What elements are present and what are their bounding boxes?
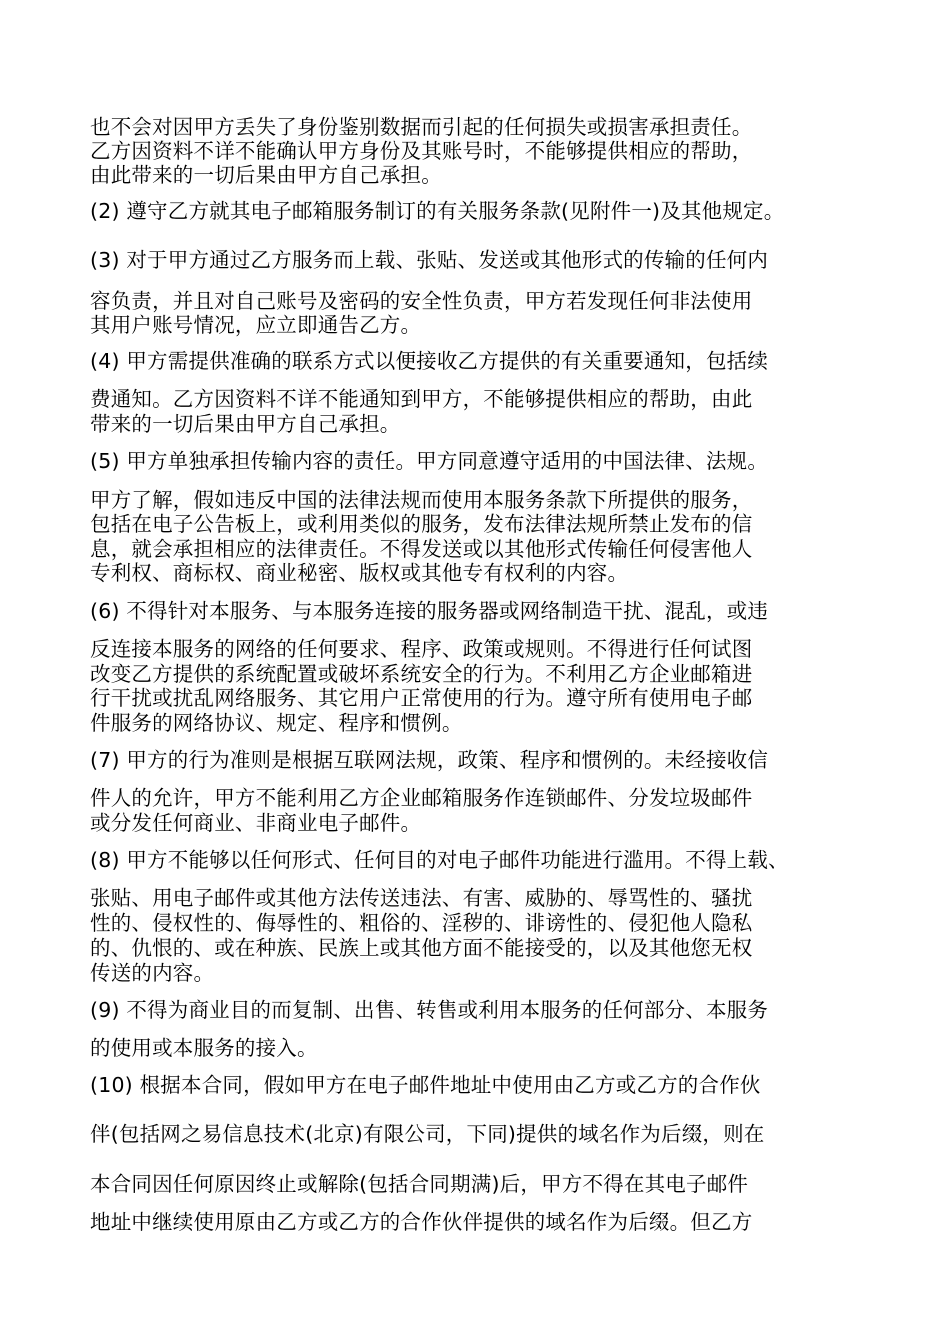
text-line: 息，就会承担相应的法律责任。不得发送或以其他形式传输任何侵害他人: [90, 537, 753, 561]
text-line: (3) 对于甲方通过乙方服务而上载、张贴、发送或其他形式的传输的任何内: [90, 248, 769, 272]
text-line: 也不会对因甲方丢失了身份鉴别数据而引起的任何损失或损害承担责任。: [90, 115, 753, 139]
text-line: 甲方了解，假如违反中国的法律法规而使用本服务条款下所提供的服务，: [90, 488, 753, 512]
text-line: 由此带来的一切后果由甲方自己承担。: [90, 163, 442, 187]
text-line: 其用户账号情况，应立即通告乙方。: [90, 313, 422, 337]
text-line: 地址中继续使用原由乙方或乙方的合作伙伴提供的域名作为后缀。但乙方: [90, 1210, 753, 1234]
text-line: 的使用或本服务的接入。: [90, 1036, 318, 1060]
text-line: (7) 甲方的行为准则是根据互联网法规，政策、程序和惯例的。未经接收信: [90, 748, 769, 772]
text-line: (10) 根据本合同，假如甲方在电子邮件地址中使用由乙方或乙方的合作伙: [90, 1073, 761, 1097]
text-line: 包括在电子公告板上，或利用类似的服务，发布法律法规所禁止发布的信: [90, 512, 753, 536]
text-line: 的、仇恨的、或在种族、民族上或其他方面不能接受的，以及其他您无权: [90, 936, 753, 960]
text-line: 件人的允许，甲方不能利用乙方企业邮箱服务作连锁邮件、分发垃圾邮件: [90, 786, 753, 810]
text-line: (2) 遵守乙方就其电子邮箱服务制订的有关服务条款(见附件一)及其他规定。: [90, 199, 785, 223]
text-line: (6) 不得针对本服务、与本服务连接的服务器或网络制造干扰、混乱，或违: [90, 599, 769, 623]
text-line: 本合同因任何原因终止或解除(包括合同期满)后，甲方不得在其电子邮件: [90, 1172, 749, 1196]
text-line: 张贴、用电子邮件或其他方法传送违法、有害、威胁的、辱骂性的、骚扰: [90, 886, 753, 910]
text-line: 专利权、商标权、商业秘密、版权或其他专有权利的内容。: [90, 561, 629, 585]
text-line: (5) 甲方单独承担传输内容的责任。甲方同意遵守适用的中国法律、法规。: [90, 449, 769, 473]
text-line: (4) 甲方需提供准确的联系方式以便接收乙方提供的有关重要通知，包括续: [90, 349, 769, 373]
text-line: (9) 不得为商业目的而复制、出售、转售或利用本服务的任何部分、本服务: [90, 998, 769, 1022]
text-line: 传送的内容。: [90, 961, 215, 985]
text-line: (8) 甲方不能够以任何形式、任何目的对电子邮件功能进行滥用。不得上载、: [90, 848, 789, 872]
text-line: 改变乙方提供的系统配置或破坏系统安全的行为。不利用乙方企业邮箱进: [90, 662, 753, 686]
text-line: 行干扰或扰乱网络服务、其它用户正常使用的行为。遵守所有使用电子邮: [90, 686, 753, 710]
text-line: 容负责，并且对自己账号及密码的安全性负责，甲方若发现任何非法使用: [90, 289, 753, 313]
text-line: 性的、侵权性的、侮辱性的、粗俗的、淫秽的、诽谤性的、侵犯他人隐私: [90, 911, 753, 935]
text-line: 或分发任何商业、非商业电子邮件。: [90, 811, 422, 835]
text-line: 件服务的网络协议、规定、程序和惯例。: [90, 711, 463, 735]
text-line: 伴(包括网之易信息技术(北京)有限公司，下同)提供的域名作为后缀，则在: [90, 1122, 765, 1146]
text-line: 带来的一切后果由甲方自己承担。: [90, 412, 401, 436]
text-line: 反连接本服务的网络的任何要求、程序、政策或规则。不得进行任何试图: [90, 637, 753, 661]
text-line: 费通知。乙方因资料不详不能通知到甲方，不能够提供相应的帮助，由此: [90, 387, 753, 411]
text-line: 乙方因资料不详不能确认甲方身份及其账号时，不能够提供相应的帮助，: [90, 139, 753, 163]
